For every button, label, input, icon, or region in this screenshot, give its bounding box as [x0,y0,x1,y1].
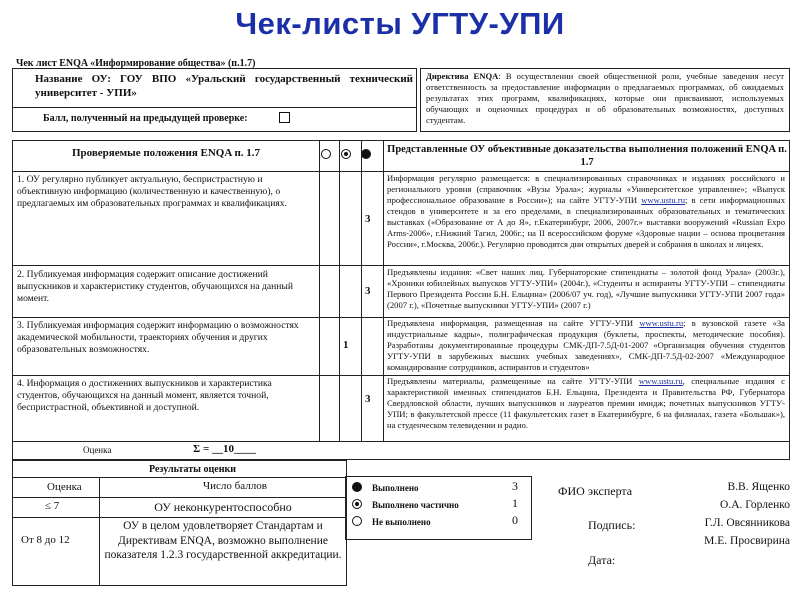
row-2-evidence: Предъявлены издания: «Свет наших лиц. Губернаторские стипендиаты – золотой фонд Урала» (2003г.), «Хроники юбилейных выпусков УГТУ-УПИ» (2004г.), «Студенты и аспиранты УГТУ-УПИ – стипендиаты Первого Президента России Б.Н. Ельцина» (2006/07 уч. год), «Лучшие выпускники УГТУ-УПИ 2007 года» (2007 г.), «Почетные выпускники УГТУ-УПИ» (2007 г.) [387,267,785,310]
legend-done: Выполнено [372,483,419,493]
directive-text: : В осуществлении своей общественной роли, учебные заведения несут ответственность за предоставление информации о предлагаемых программах, об ожидаемых результатах этих программ, квалификациях, которые они присваивают, используемых обучающих и оценочных процедурах и об образовательных возможностях, доступных студентам. [426,71,785,125]
expert-name: В.В. Ященко [727,481,790,493]
empty-circle-icon [352,516,362,526]
results-row-1-text: ОУ неконкурентоспособно [154,500,292,514]
results-row-2-text: ОУ в целом удовлетворяет Стандартам и Директивам ENQA, возможно выполнение показателя 1.2.3 государственной аккредитации. [104,520,342,561]
legend-count-done: 3 [512,479,518,493]
empty-circle-icon [321,149,331,159]
expert-name: М.Е. Просвирина [704,535,790,547]
org-name: Название ОУ: ГОУ ВПО «Уральский государственный технический университет - УПИ» [35,73,413,99]
marker-header [319,149,383,159]
site-link[interactable]: www.ustu.ru [639,318,684,328]
directive-box [420,68,790,132]
results-col-points: Число баллов [203,480,267,492]
legend-not-done: Не выполнено [372,517,431,527]
results-col-score: Оценка [47,481,82,493]
directive-label: Директива ENQA [426,71,499,81]
expert-names [690,478,790,550]
row-4-evidence: Предъявлены материалы, размещенные на сайте УГТУ-УПИ www.ustu.ru, специальные издания с характеристикой именных стипендиатов Б.Н. Ельцина, Президента и Правительства РФ, Губернатора Свердловской области, лучших выпускников и лауреатов премии имидж; почетных выпускников УГТУ-УПИ; в факультетской прессе (11 факультетских газет в Екатеринбурге, 6 на филиалах, газета «Большак»), на студенческом телевидении и радио. [387,376,785,430]
prev-score-checkbox[interactable] [279,112,290,123]
row-2-position: 2. Публикуемая информация содержит описание достижений выпускников и характеристику студентов, обучающихся на данный момент. [17,269,293,304]
legend-count-partial: 1 [512,496,518,510]
site-link[interactable]: www.ustu.ru [641,195,686,205]
results-table [12,460,347,586]
row-4-score: 3 [365,393,371,405]
expert-label: ФИО эксперта [558,484,633,498]
results-row-1-score: ≤ 7 [45,500,60,512]
legend [352,478,459,529]
row-3-position: 3. Публикуемая информация содержит информацию о возможностях академической мобильности, траекториях обучения и других образовательных возможностях. [17,320,299,355]
total-value: Σ = __10____ [193,443,256,455]
row-1-score: 3 [365,213,371,225]
legend-partial: Выполнено частично [372,500,459,510]
results-heading: Результаты оценки [149,464,236,475]
signature-label: Подпись: [588,518,636,532]
row-3-score: 1 [343,339,349,351]
dotted-circle-icon [352,499,362,509]
row-3-evidence: Предъявлена информация, размещенная на сайте УГТУ-УПИ www.ustu.ru; в вузовской газете «За индустриальные кадры», полиграфическая продукция (буклеты, проспекты, методические пособия). Разработаны документированные процедуры СМК-ДП-7.5Д-01-2007 «Организация обучения студентов УГТУ-УПИ в зарубежных высших учебных заведениях», СМК-ДП-7.5Д-02-2007 «Международное командирование сотрудников, аспирантов и студентов» [387,318,785,372]
row-4-position: 4. Информация о достижениях выпускников и характеристика студентов, обучающихся на данный момент, является точной, беспристрастной, объективной и доступной. [17,378,272,413]
results-row-2-score: От 8 до 12 [21,534,70,546]
legend-count-not-done: 0 [512,513,518,527]
checklist-heading: Чек лист ENQA «Информирование общества» (п.1.7) [16,58,256,69]
row-1-evidence: Информация регулярно размещается: в специализированных справочниках и изданиях российского и регионального уровня (справочник «Вузы Урала»; журналы «Университетское управление»; «Выпуск профессиональное образование в России»); на сайте УГТУ-УПИ www.ustu.ru; в сети информационных стендов в университете и за его пределами, в специализированных образовательных и тематических выставках («Образование от А до Я», г.Екатеринбург, 2006, 2007г.» выставки вооружений «Russian Expo Arms-2006», г.Нижний Тагил, 2006г.; на II всероссийском форуме «Здоровые нации – основа процветания России», г.Москва, 2006г.). Регулярно проводятся дни открытых дверей и собрания в школах и лицеях. [387,173,785,249]
date-label: Дата: [588,553,616,567]
filled-circle-icon [352,482,362,492]
col-positions-header: Проверяемые положения ENQA п. 1.7 [71,147,261,159]
row-1-position: 1. ОУ регулярно публикует актуальную, беспристрастную и объективную информацию (количественную и качественную), о предлагаемых им образовательных программах и квалификациях. [17,174,287,209]
expert-name: Г.Л. Овсянникова [704,517,790,529]
prev-score-label: Балл, полученный на предыдущей проверке: [43,113,248,124]
row-2-score: 3 [365,285,371,297]
page-title: Чек-листы УГТУ-УПИ [235,6,565,41]
legend-counts [512,478,518,529]
evidence-table [12,140,790,460]
total-label: Оценка [83,445,112,455]
site-link[interactable]: www.ustu.ru [638,376,683,386]
col-evidence-header: Представленные ОУ объективные доказательства выполнения положений ENQA п. 1.7 [387,144,787,168]
org-info-box [12,68,417,132]
dotted-circle-icon [341,149,351,159]
filled-circle-icon [361,149,371,159]
expert-name: О.А. Горленко [720,499,790,511]
